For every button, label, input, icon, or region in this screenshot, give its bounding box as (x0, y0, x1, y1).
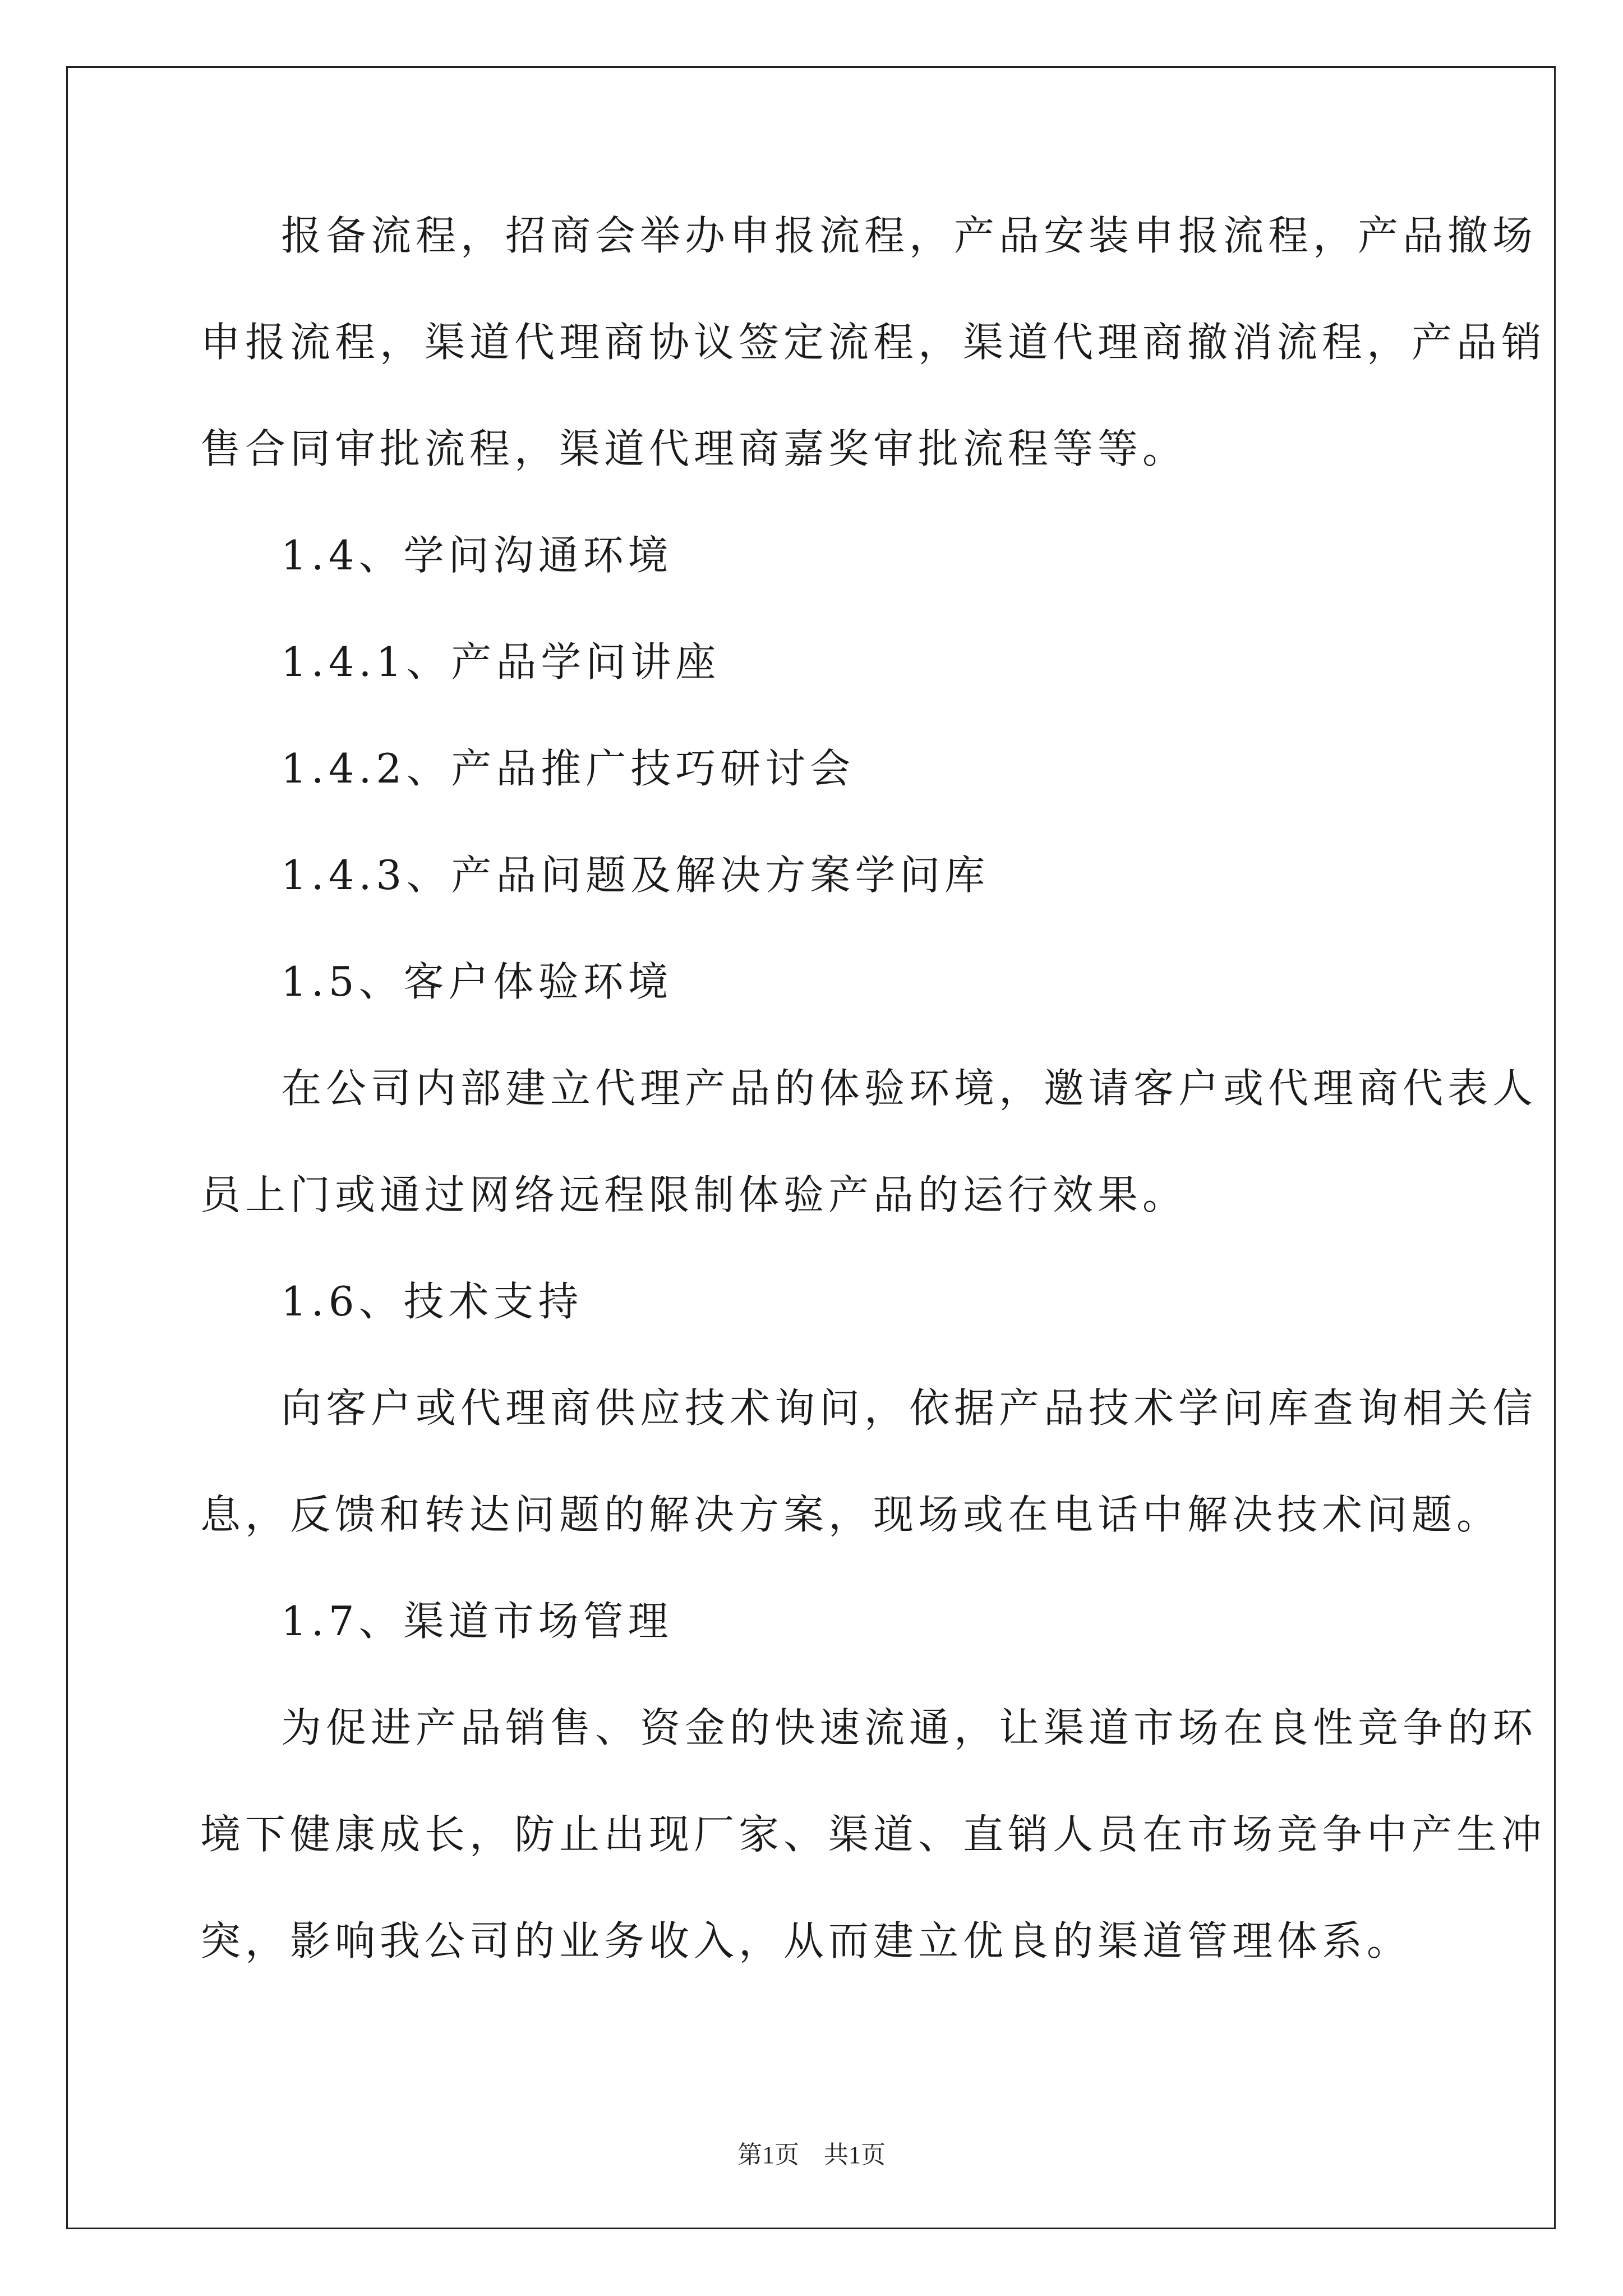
paragraph-line: 报备流程，招商会举办申报流程，产品安装申报流程，产品撤场 (281, 212, 1538, 259)
section-heading: 1.6、技术支持 (281, 1278, 583, 1325)
paragraph-line: 员上门或通过网络远程限制体验产品的运行效果。 (200, 1171, 1188, 1218)
page-number-footer: 第1页 共1页 (737, 2141, 886, 2169)
paragraph-line: 境下健康成长，防止出现厂家、渠道、直销人员在市场竞争中产生冲 (200, 1811, 1547, 1858)
paragraph-line: 突，影响我公司的业务收入，从而建立优良的渠道管理体系。 (200, 1917, 1412, 1964)
paragraph-line: 申报流程，渠道代理商协议签定流程，渠道代理商撤消流程，产品销 (200, 319, 1547, 366)
section-heading: 1.4、学问沟通环境 (281, 532, 673, 579)
section-heading: 1.5、客户体验环境 (281, 958, 673, 1005)
paragraph-line: 向客户或代理商供应技术询问，依据产品技术学问库查询相关信 (281, 1384, 1538, 1432)
paragraph-line: 息，反馈和转达问题的解决方案，现场或在电话中解决技术问题。 (200, 1491, 1502, 1538)
subsection-heading: 1.4.2、产品推广技巧研讨会 (281, 745, 855, 792)
section-heading: 1.7、渠道市场管理 (281, 1598, 673, 1645)
paragraph-line: 在公司内部建立代理产品的体验环境，邀请客户或代理商代表人 (281, 1065, 1538, 1112)
subsection-heading: 1.4.1、产品学问讲座 (281, 638, 721, 685)
paragraph-line: 售合同审批流程，渠道代理商嘉奖审批流程等等。 (200, 425, 1188, 472)
page-border (66, 66, 1556, 2229)
paragraph-line: 为促进产品销售、资金的快速流通，让渠道市场在良性竞争的环 (281, 1704, 1538, 1751)
subsection-heading: 1.4.3、产品问题及解决方案学问库 (281, 852, 990, 899)
